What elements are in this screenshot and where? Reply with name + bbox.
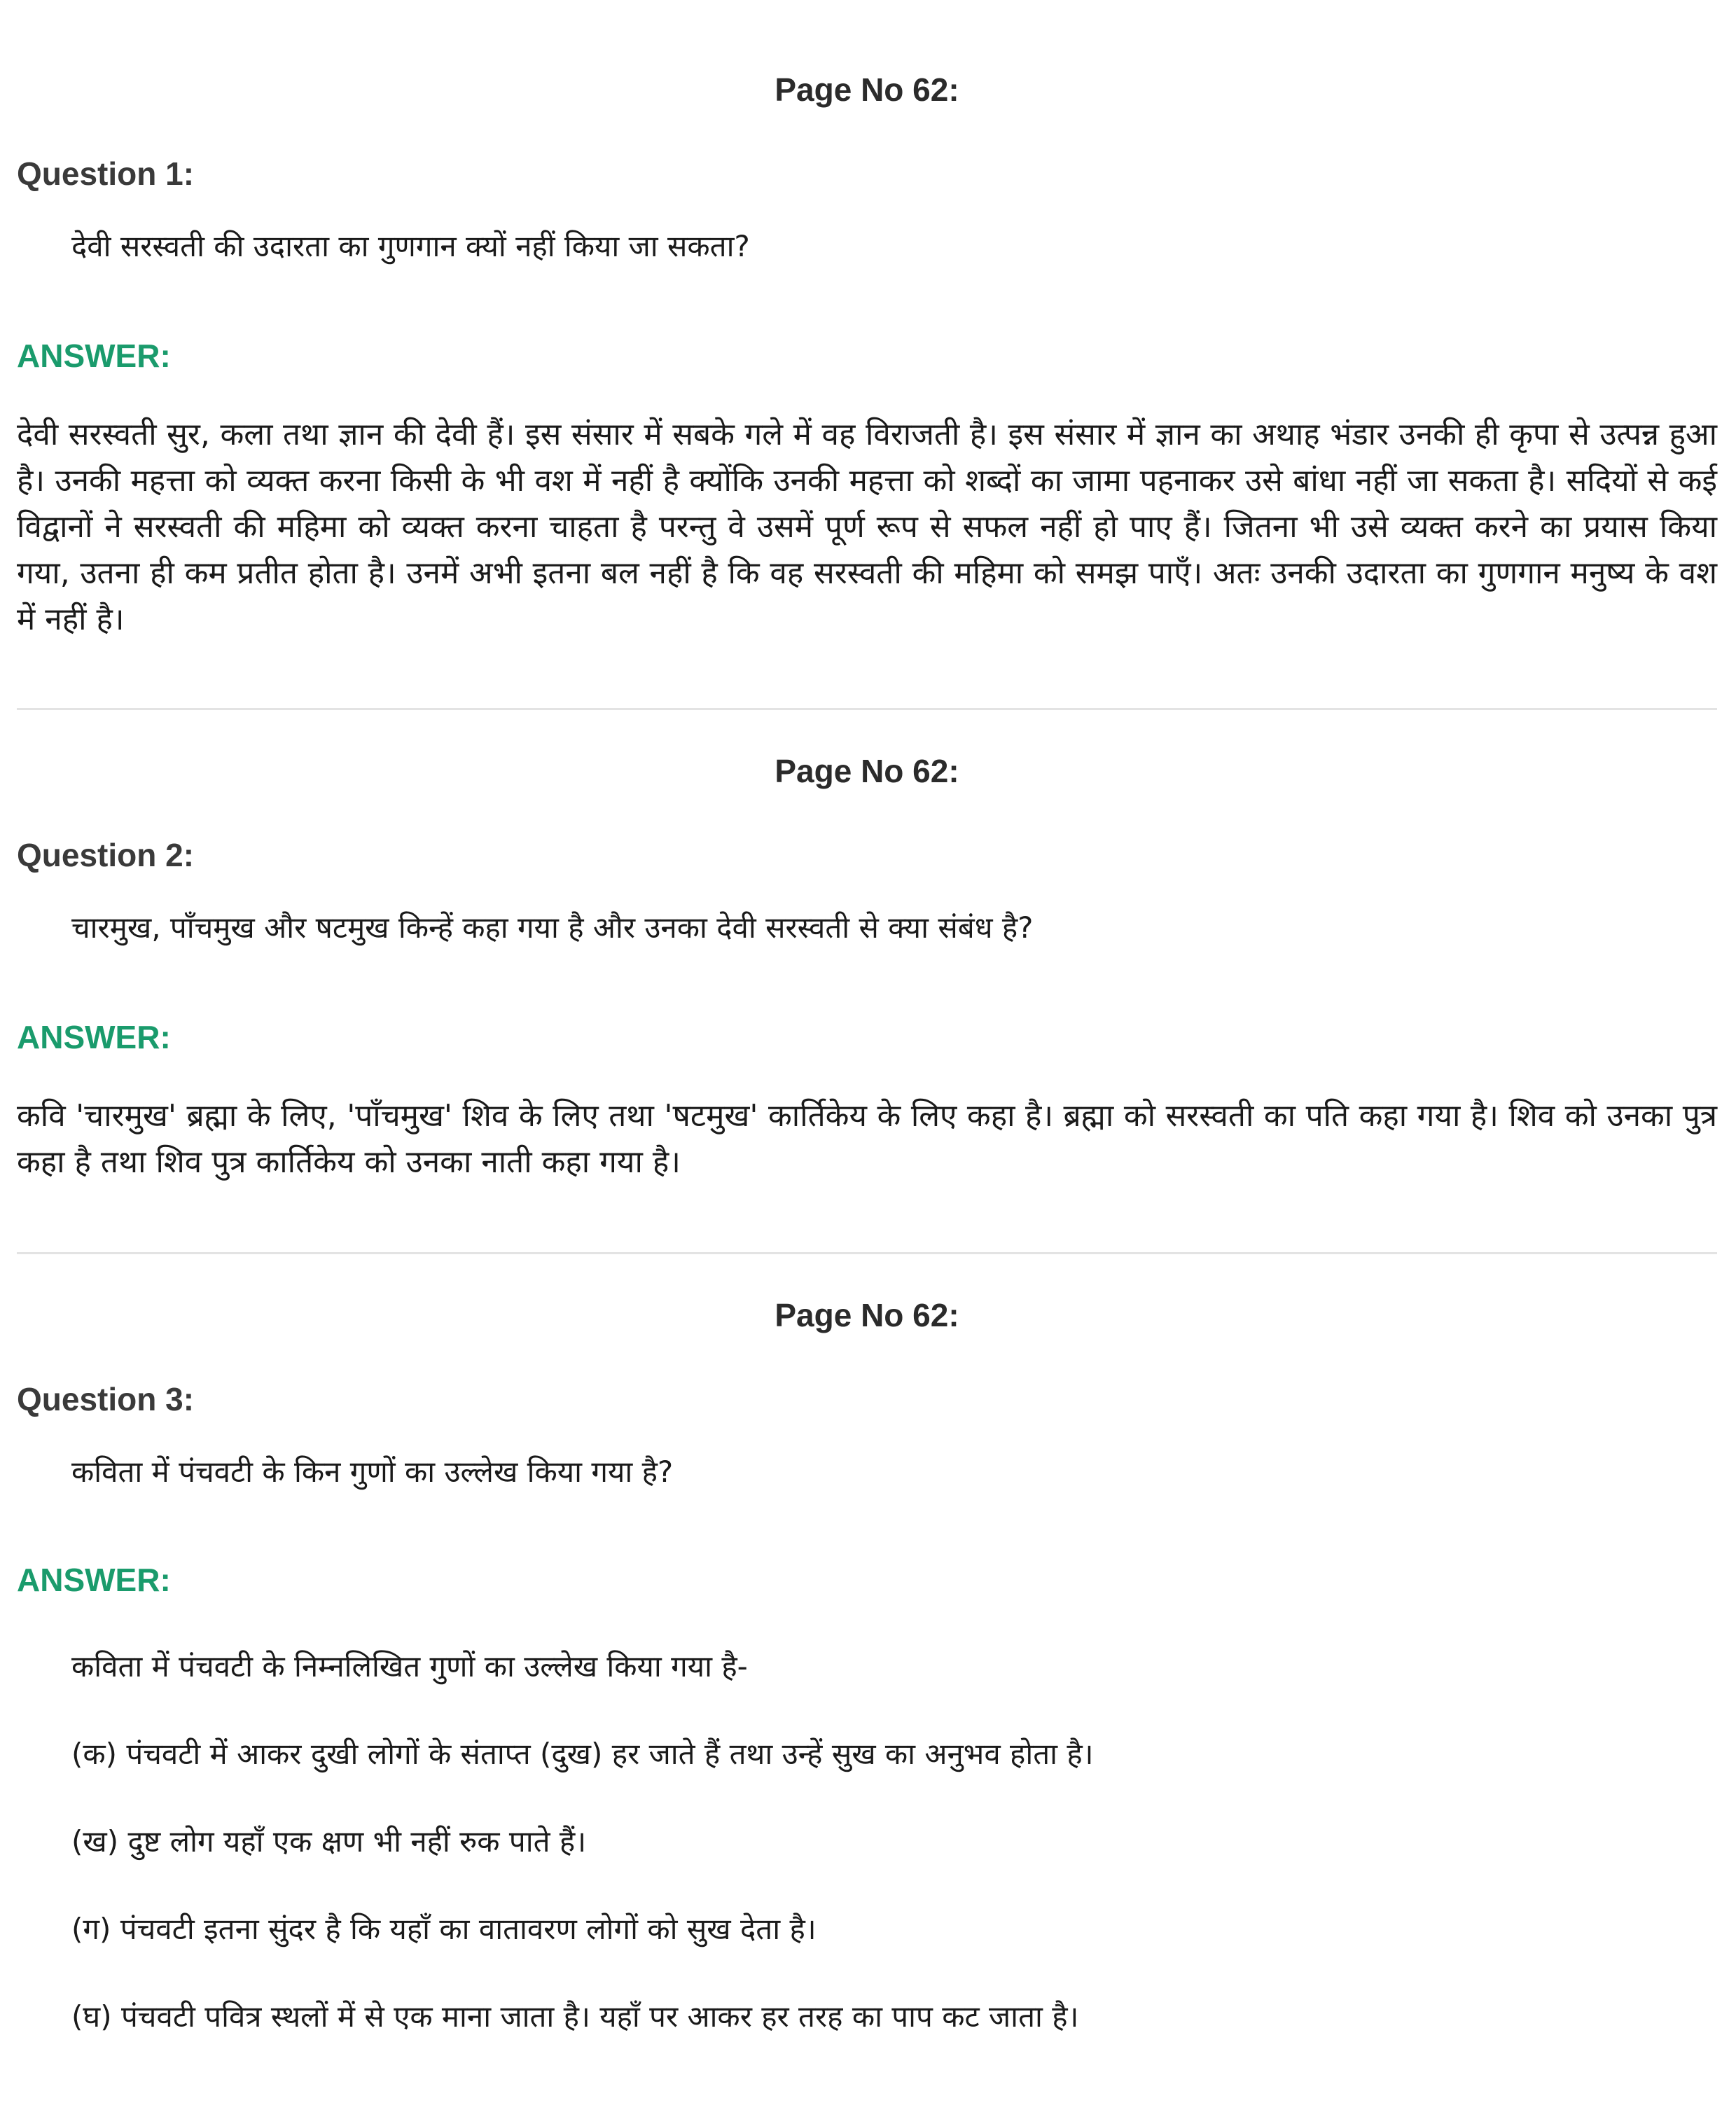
- section-divider: [17, 708, 1717, 710]
- section-divider: [17, 1252, 1717, 1254]
- answer-paragraph: देवी सरस्वती सुर, कला तथा ज्ञान की देवी हैं। इस संसार में सबके गले में वह विराजती है। इस संसार में ज्ञान का अथाह भंडार उनकी ही कृपा से उत्पन्न हुआ है। उनकी महत्ता को व्यक्त करना किसी के भी वश में नहीं है क्योंकि उनकी महत्ता को शब्दों का जामा पहनाकर उसे बांधा नहीं जा सकता है। सदियों से कई विद्वानों ने सरस्वती की महिमा को व्यक्त करना चाहता है परन्तु वे उसमें पूर्ण रूप से सफल नहीं हो पाए हैं। जितना भी उसे व्यक्त करने का प्रयास किया गया, उतना ही कम प्रतीत होता है। उनमें अभी इतना बल नहीं है कि वह सरस्वती की महिमा को समझ पाएँ। अतः उनकी उदारता का गुणगान मनुष्य के वश में नहीं है।: [17, 417, 1717, 637]
- question-label: Question 2:: [17, 837, 195, 873]
- answer-paragraph: कवि 'चारमुख' ब्रह्मा के लिए, 'पाँचमुख' शिव के लिए तथा 'षटमुख' कार्तिकेय के लिए कहा है। ब्रह्मा को सरस्वती का पति कहा गया है। शिव को उनका पुत्र कहा है तथा शिव पुत्र कार्तिकेय को उनका नाती कहा गया है।: [17, 1098, 1717, 1180]
- answer-point-ka: (क) पंचवटी में आकर दुखी लोगों के संताप्त (दुख) हर जाते हैं तथा उन्हें सुख का अनुभव होता है।: [71, 1737, 1094, 1771]
- question-label: Question 3:: [17, 1381, 195, 1417]
- answer-point-gha: (घ) पंचवटी पवित्र स्थलों में से एक माना जाता है। यहाँ पर आकर हर तरह का पाप कट जाता है।: [71, 1999, 1079, 2034]
- page-number-heading: Page No 62:: [775, 753, 959, 789]
- page-number-heading: Page No 62:: [775, 1297, 959, 1333]
- answer-label: ANSWER:: [17, 338, 171, 374]
- answer-point-ga: (ग) पंचवटी इतना सुंदर है कि यहाँ का वातावरण लोगों को सुख देता है।: [71, 1912, 817, 1946]
- answer-intro-line: कविता में पंचवटी के निम्नलिखित गुणों का उल्लेख किया गया है-: [71, 1649, 748, 1684]
- answer-label: ANSWER:: [17, 1562, 171, 1598]
- page-number-heading: Page No 62:: [775, 71, 959, 108]
- question-label: Question 1:: [17, 155, 195, 192]
- answer-point-kha: (ख) दुष्ट लोग यहाँ एक क्षण भी नहीं रुक पाते हैं।: [71, 1824, 587, 1859]
- question-text: चारमुख, पाँचमुख और षटमुख किन्हें कहा गया है और उनका देवी सरस्वती से क्या संबंध है?: [71, 910, 1034, 945]
- answer-label: ANSWER:: [17, 1019, 171, 1055]
- question-text: कविता में पंचवटी के किन गुणों का उल्लेख किया गया है?: [71, 1455, 674, 1489]
- question-text: देवी सरस्वती की उदारता का गुणगान क्यों नहीं किया जा सकता?: [71, 229, 750, 263]
